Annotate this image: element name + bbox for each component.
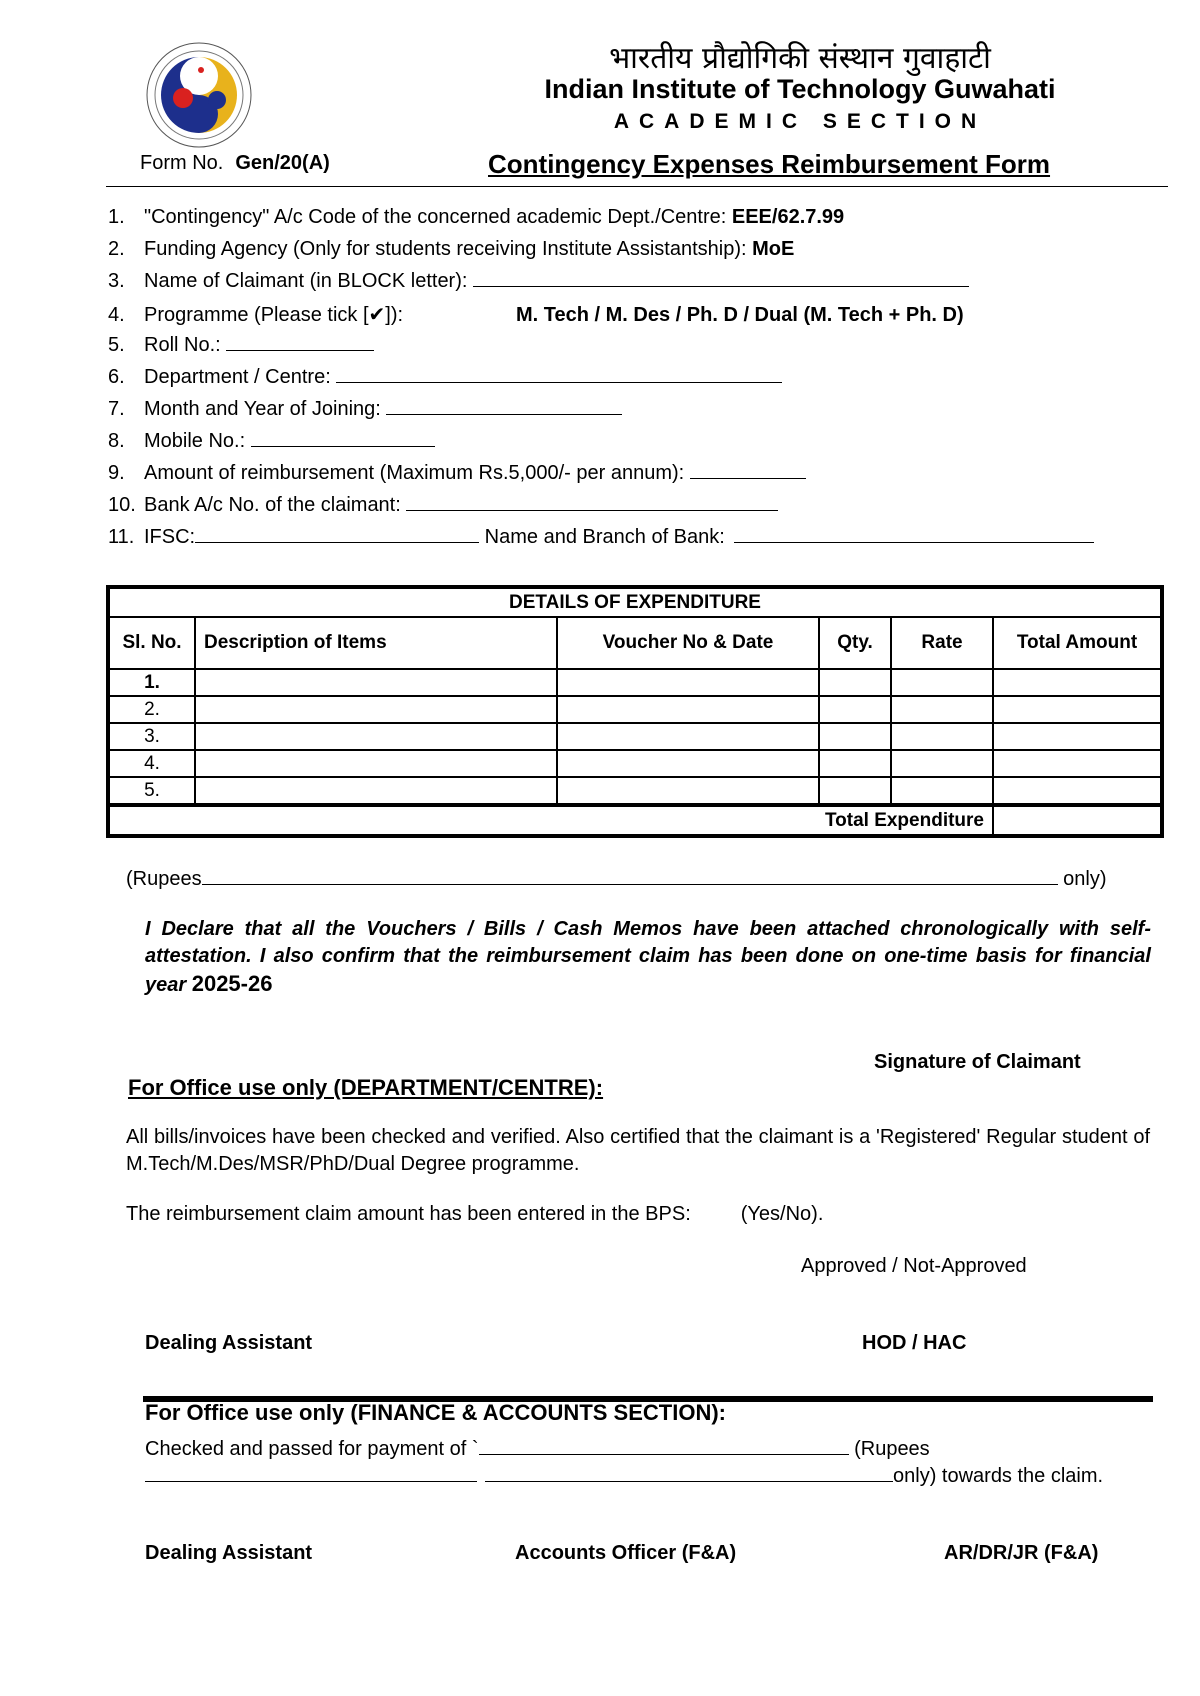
voucher-cell[interactable]	[557, 777, 819, 805]
total-row	[108, 805, 1162, 836]
financial-year: 2025-26	[191, 971, 273, 996]
rate-cell[interactable]	[891, 696, 993, 723]
qty-cell[interactable]	[819, 696, 891, 723]
total-cell[interactable]	[993, 723, 1162, 750]
total-expenditure-label: Total Expenditure	[108, 805, 993, 836]
payment-words-field-1[interactable]	[145, 1465, 477, 1482]
rupees-words-field[interactable]	[202, 868, 1058, 885]
item-department: 6. Department / Centre:	[108, 366, 782, 389]
total-expenditure-cell[interactable]	[993, 805, 1162, 836]
col-header-voucher: Voucher No & Date	[557, 617, 819, 669]
rate-cell[interactable]	[891, 723, 993, 750]
item-dept-code: 1. "Contingency" A/c Code of the concerned academic Dept./Centre: EEE/62.7.99	[108, 206, 845, 228]
dept-certification-text: All bills/invoices have been checked and verified. Also certified that the claimant is a 'Registered' Regular student of M.Tech/M.Des/MSR/PhD/Dual Degree programme.	[126, 1126, 1150, 1175]
expenditure-table	[106, 585, 1164, 838]
bps-options: (Yes/No).	[740, 1203, 824, 1225]
voucher-cell[interactable]	[557, 750, 819, 777]
approval-options: Approved / Not-Approved	[801, 1255, 1027, 1277]
voucher-cell[interactable]	[557, 723, 819, 750]
dept-dealing-assistant: Dealing Assistant	[145, 1332, 313, 1354]
header-divider	[106, 186, 1168, 187]
item-claimant-name: 3. Name of Claimant (in BLOCK letter):	[108, 270, 969, 293]
row-number: 3.	[108, 723, 195, 750]
institute-logo	[135, 40, 263, 150]
row-number: 5.	[108, 777, 195, 805]
declaration: I Declare that all the Vouchers / Bills / Cash Memos have been attached chronologically with self-attestation. I also confirm that the reimbursement claim has been done on one-time basis for financial year 2025-26	[145, 918, 1151, 996]
total-cell[interactable]	[993, 777, 1162, 805]
rate-cell[interactable]	[891, 750, 993, 777]
ar-dr-jr: AR/DR/JR (F&A)	[944, 1542, 1099, 1564]
finance-line-2: only) towards the claim.	[145, 1465, 1103, 1488]
qty-cell[interactable]	[819, 669, 891, 696]
col-header-sl-no: Sl. No.	[108, 617, 195, 669]
col-header-qty: Qty.	[819, 617, 891, 669]
total-cell[interactable]	[993, 696, 1162, 723]
dept-code-value: EEE/62.7.99	[731, 206, 845, 228]
item-amount: 9. Amount of reimbursement (Maximum Rs.5,000/- per annum):	[108, 462, 806, 485]
item-bank-account: 10. Bank A/c No. of the claimant:	[108, 494, 778, 517]
roll-no-field[interactable]	[226, 334, 374, 351]
signature-claimant: Signature of Claimant	[874, 1051, 1081, 1073]
finance-office-heading: For Office use only (FINANCE & ACCOUNTS SECTION):	[145, 1400, 726, 1425]
payment-amount-field[interactable]	[479, 1438, 849, 1455]
description-cell[interactable]	[195, 696, 557, 723]
description-cell[interactable]	[195, 669, 557, 696]
table-row	[108, 723, 1162, 750]
col-header-description: Description of Items	[195, 617, 557, 669]
bank-branch-field[interactable]	[734, 526, 1094, 543]
row-number: 4.	[108, 750, 195, 777]
item-programme: 4. Programme (Please tick [✔]): M. Tech / M. Des / Ph. D / Dual (M. Tech + Ph. D)	[108, 304, 964, 326]
hod-hac: HOD / HAC	[862, 1332, 967, 1354]
row-number: 1.	[108, 669, 195, 696]
item-ifsc-bank: 11. IFSC: Name and Branch of Bank:	[108, 526, 1094, 549]
form-number-label: Form No.	[140, 152, 224, 174]
qty-cell[interactable]	[819, 777, 891, 805]
finance-dealing-assistant: Dealing Assistant	[145, 1542, 313, 1564]
col-header-rate: Rate	[891, 617, 993, 669]
claimant-name-field[interactable]	[473, 270, 969, 287]
amount-field[interactable]	[690, 462, 806, 479]
programme-options: M. Tech / M. Des / Ph. D / Dual (M. Tech + Ph. D)	[516, 304, 964, 326]
form-title: Contingency Expenses Reimbursement Form	[488, 149, 1051, 179]
joining-field[interactable]	[386, 398, 622, 415]
item-joining: 7. Month and Year of Joining:	[108, 398, 622, 421]
institute-name: Indian Institute of Technology Guwahati	[544, 74, 1056, 104]
description-cell[interactable]	[195, 750, 557, 777]
voucher-cell[interactable]	[557, 669, 819, 696]
row-number: 2.	[108, 696, 195, 723]
mobile-field[interactable]	[251, 430, 435, 447]
table-row	[108, 696, 1162, 723]
col-header-total-amount: Total Amount	[993, 617, 1162, 669]
form-number-value: Gen/20(A)	[235, 152, 330, 174]
dept-office-heading: For Office use only (DEPARTMENT/CENTRE):	[128, 1075, 604, 1100]
item-funding-agency: 2. Funding Agency (Only for students receiving Institute Assistantship): MoE	[108, 238, 795, 260]
qty-cell[interactable]	[819, 723, 891, 750]
rate-cell[interactable]	[891, 669, 993, 696]
accounts-officer: Accounts Officer (F&A)	[515, 1542, 737, 1564]
table-row	[108, 777, 1162, 805]
rupees-line: (Rupees only)	[126, 868, 1107, 890]
funding-agency-value: MoE	[752, 238, 795, 260]
institute-name-hindi: भारतीय प्रौद्योगिकी संस्थान गुवाहाटी	[609, 41, 991, 76]
department-field[interactable]	[336, 366, 782, 383]
finance-line-1: Checked and passed for payment of ` (Rupees	[145, 1438, 930, 1460]
description-cell[interactable]	[195, 777, 557, 805]
section-name: ACADEMIC SECTION	[613, 110, 987, 133]
form-number	[140, 152, 330, 175]
voucher-cell[interactable]	[557, 696, 819, 723]
payment-words-field-2[interactable]	[485, 1465, 893, 1482]
ifsc-field[interactable]	[195, 526, 479, 543]
qty-cell[interactable]	[819, 750, 891, 777]
bps-line: The reimbursement claim amount has been entered in the BPS: (Yes/No).	[126, 1203, 824, 1225]
table-row	[108, 669, 1162, 696]
description-cell[interactable]	[195, 723, 557, 750]
rate-cell[interactable]	[891, 777, 993, 805]
table-title: DETAILS OF EXPENDITURE	[108, 587, 1162, 617]
item-roll-no: 5. Roll No.:	[108, 334, 374, 357]
item-mobile: 8. Mobile No.:	[108, 430, 435, 453]
total-cell[interactable]	[993, 750, 1162, 777]
table-row	[108, 750, 1162, 777]
bank-account-field[interactable]	[406, 494, 778, 511]
total-cell[interactable]	[993, 669, 1162, 696]
